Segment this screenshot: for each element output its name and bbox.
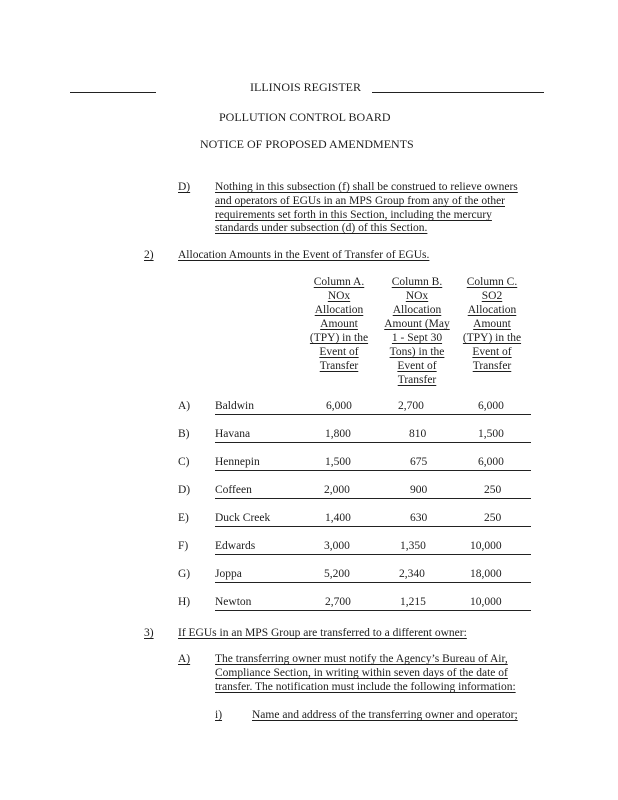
row-underline	[215, 498, 531, 499]
row-name: Coffeen	[215, 484, 252, 496]
row-name: Edwards	[215, 540, 256, 552]
row-value-a: 6,000	[326, 400, 352, 412]
row-value-b: 900	[410, 484, 428, 496]
para-d-line-3: requirements set forth in this Section, including the mercury	[215, 209, 492, 221]
row-label: B)	[178, 428, 190, 440]
row-value-c: 10,000	[470, 596, 502, 608]
row-underline	[215, 470, 531, 471]
table-row	[0, 400, 618, 416]
section-2-title: Allocation Amounts in the Event of Transfer of EGUs.	[178, 249, 430, 261]
para-d-line-1: Nothing in this subsection (f) shall be construed to relieve owners	[215, 181, 518, 193]
row-value-b: 810	[409, 428, 427, 440]
row-value-c: 250	[484, 484, 502, 496]
row-value-a: 5,200	[324, 568, 350, 580]
table-row	[0, 568, 618, 584]
section-3-label: 3)	[144, 627, 154, 639]
row-name: Hennepin	[215, 456, 260, 468]
row-underline	[215, 414, 531, 415]
column-c-header: Column C. SO2 Allocation Amount (TPY) in the Event of Transfer	[462, 276, 522, 372]
row-name: Duck Creek	[215, 512, 271, 524]
row-value-b: 675	[410, 456, 428, 468]
table-row	[0, 540, 618, 556]
item-i-text: Name and address of the transferring owner and operator;	[252, 709, 518, 721]
section-2-label: 2)	[144, 249, 154, 261]
item-i-label: i)	[215, 709, 223, 721]
para-d-line-2: and operators of EGUs in an MPS Group from any of the other	[215, 195, 505, 207]
agency-name: POLLUTION CONTROL BOARD	[219, 110, 391, 124]
table-row	[0, 456, 618, 472]
row-label: F)	[178, 540, 189, 552]
table-row	[0, 484, 618, 500]
row-value-b: 1,350	[400, 540, 426, 552]
row-value-c: 10,000	[470, 540, 502, 552]
row-value-a: 3,000	[324, 540, 350, 552]
row-label: C)	[178, 456, 190, 468]
row-value-b: 630	[410, 512, 428, 524]
row-value-c: 6,000	[478, 456, 504, 468]
table-row	[0, 512, 618, 528]
section-3-title: If EGUs in an MPS Group are transferred to a different owner:	[178, 627, 467, 639]
row-label: G)	[178, 568, 191, 580]
column-a-header: Column A. NOx Allocation Amount (TPY) in the Event of Transfer	[309, 276, 369, 372]
para-d-label: D)	[178, 181, 191, 193]
row-value-c: 1,500	[478, 428, 504, 440]
para-a-line-3: transfer. The notification must include the following information:	[215, 681, 516, 693]
row-value-a: 1,500	[325, 456, 351, 468]
row-value-c: 18,000	[470, 568, 502, 580]
row-underline	[215, 554, 531, 555]
row-label: H)	[178, 596, 191, 608]
row-underline	[215, 610, 531, 611]
para-a-label: A)	[178, 653, 191, 665]
row-name: Newton	[215, 596, 252, 608]
row-underline	[215, 526, 531, 527]
row-underline	[215, 442, 531, 443]
column-b-header: Column B. NOx Allocation Amount (May 1 - Sept 30 Tons) in the Event of Transfer	[384, 276, 450, 386]
row-value-b: 2,700	[398, 400, 424, 412]
row-name: Baldwin	[215, 400, 254, 412]
row-value-c: 6,000	[478, 400, 504, 412]
row-name: Joppa	[215, 568, 242, 580]
row-value-a: 2,000	[324, 484, 350, 496]
row-label: D)	[178, 484, 191, 496]
header-rule-left	[70, 92, 156, 93]
row-value-a: 2,700	[325, 596, 351, 608]
row-label: A)	[178, 400, 191, 412]
table-row	[0, 428, 618, 444]
row-underline	[215, 582, 531, 583]
row-value-c: 250	[484, 512, 502, 524]
header-rule-right	[372, 92, 544, 93]
row-value-b: 1,215	[400, 596, 426, 608]
row-value-a: 1,800	[325, 428, 351, 440]
table-row	[0, 596, 618, 612]
row-value-b: 2,340	[399, 568, 425, 580]
row-name: Havana	[215, 428, 251, 440]
notice-title: NOTICE OF PROPOSED AMENDMENTS	[200, 137, 414, 151]
para-a-line-1: The transferring owner must notify the Agency’s Bureau of Air,	[215, 653, 508, 665]
row-label: E)	[178, 512, 189, 524]
para-a-line-2: Compliance Section, in writing within seven days of the date of	[215, 667, 508, 679]
row-value-a: 1,400	[325, 512, 351, 524]
register-title: ILLINOIS REGISTER	[250, 80, 361, 94]
para-d-line-4: standards under subsection (d) of this Section.	[215, 222, 428, 234]
